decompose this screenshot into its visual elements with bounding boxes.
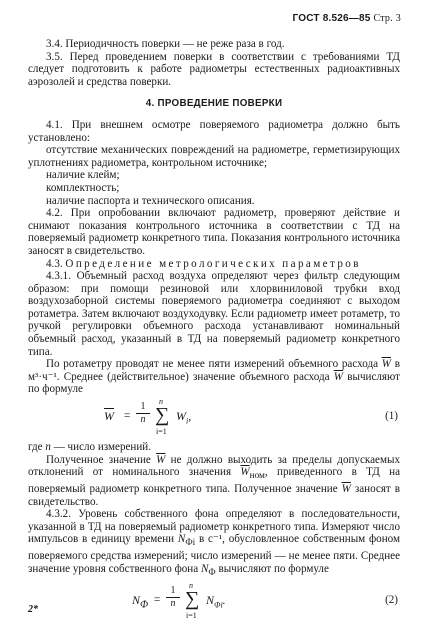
running-header bbox=[293, 13, 401, 24]
paragraph-4-3-1-c: Полученное значение $\overline{W}$ не должно выходить за пределы допускаемых отклонений от номинального значения $\overline{W}_{ном}$, приведенного в ТД на поверяемый радиометр конкретного типа. Полученное значение $\overline{W}$ заносят в свидетельство. bbox=[28, 453, 401, 508]
paragraph-3-4: 3.4. Периодичность поверки — не реже раза в год. bbox=[46, 38, 285, 50]
paragraph-4-3-2: 4.3.2. Уровень собственного фона определяют в последовательности, указанной в ТД на поверяемый радиометр конкретного типа. Измеряют число импульсов в единицу времени $N_{Фi}$ в с⁻¹, обусловленное собственным фоном поверяемого средства измерений; число измерений — не менее пяти. Среднее значение уровня собственного фона $N_Ф$ вычисляют по формуле bbox=[28, 508, 400, 579]
signature-mark: 2* bbox=[28, 604, 38, 615]
equation-number: (2) bbox=[385, 593, 398, 606]
paragraph-4-3-1-b: По ротаметру проводят не менее пяти измерений объемного расхода $\overline{W}$ в м³·ч⁻¹. Среднее (действительное) значение объемного расхода $\overline{W}$ вычисляют по формуле bbox=[28, 358, 401, 396]
paragraph-4-1: 4.1. При внешнем осмотре поверяемого радиометра должно быть установлено: bbox=[28, 118, 400, 144]
page-number: 3 bbox=[395, 13, 401, 24]
standard-number: ГОСТ 8.526—85 bbox=[292, 13, 371, 24]
formula-1: $\overline{W}$ = $\frac{1}{n}$ n ∑ i=1 $W_i$, (1) bbox=[104, 397, 398, 437]
where-line: где n — число измерений. bbox=[28, 441, 152, 454]
body-text bbox=[28, 38, 400, 625]
formula-2: $N_Ф$ = $\frac{1}{n}$ n ∑ i=1 $N_{Фi}$. (2) bbox=[132, 580, 398, 620]
list-item: наличие клейм; bbox=[46, 169, 120, 182]
list-item: комплектность; bbox=[46, 181, 120, 194]
list-item: отсутствие механических повреждений на радиометре, герметизирующих уплотнениях радиометра, контрольном источнике; bbox=[28, 144, 400, 169]
list-item: наличие паспорта и технического описания. bbox=[46, 194, 255, 207]
paragraph-4-3-1: 4.3.1. Объемный расход воздуха определяют через фильтр следующим образом: при помощи резиновой или хлорвиниловой трубки вход воздухозаборной системы поверяемого радиометра соединяют с выходом ротаметра. Затем включают воздуходувку. Если радиометр имеет ротаметр, то ручкой регулировки объемного расхода устанавливают номинальный объемный расход, указанный в ТД на поверяемый радиометр конкретного типа. bbox=[28, 270, 400, 358]
paragraph-4-2: 4.2. При опробовании включают радиометр, проверяют действие и снимают показания контрольного источника в соответствии с ТД на поверяемый радиометр конкретного типа. Показания контрольного источника заносят в свидетельство. bbox=[28, 207, 400, 257]
page-label: Стр. bbox=[373, 13, 393, 24]
paragraph-3-5: 3.5. Перед проведением поверки в соответствии с требованиями ТД следует подготовить к работе радиометры естественных радиоактивных аэрозолей и средства поверки. bbox=[28, 50, 400, 88]
subsection-title: Определение метрологических параметров bbox=[65, 257, 361, 270]
paragraph-4-3: 4.3. Определение метрологических параметров bbox=[46, 257, 361, 270]
section-heading: 4. ПРОВЕДЕНИЕ ПОВЕРКИ bbox=[145, 98, 283, 110]
equation-number: (1) bbox=[385, 410, 398, 423]
